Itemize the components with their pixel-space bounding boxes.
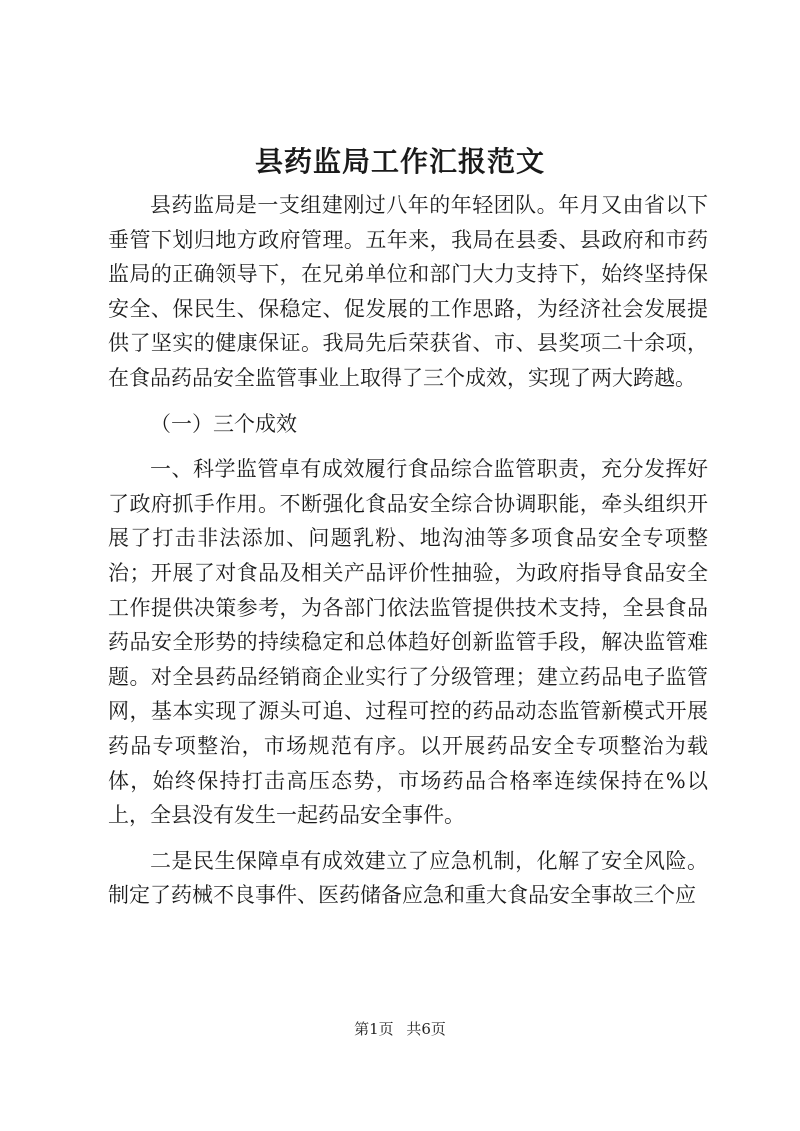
document-body: [108, 188, 708, 913]
page-number: 第1页: [354, 1020, 394, 1038]
section-heading: （一）三个成效: [150, 411, 297, 436]
paragraph-livelihood-security: 二是民生保障卓有成效建立了应急机制，化解了安全风险。制定了药械不良事件、医药储备应急和重大食品安全事故三个应: [108, 848, 708, 908]
page-total: 共6页: [406, 1020, 446, 1038]
paragraph-scientific-supervision: 一、科学监管卓有成效履行食品综合监管职责，充分发挥好了政府抓手作用。不断强化食品安全综合协调职能，牵头组织开展了打击非法添加、问题乳粉、地沟油等多项食品安全专项整治；开展了对食品及相关产品评价性抽验，为政府指导食品安全工作提供决策参考，为各部门依法监管提供技术支持，全县食品药品安全形势的持续稳定和总体趋好创新监管手段，解决监管难题。对全县药品经销商企业实行了分级管理；建立药品电子监管网，基本实现了源头可追、过程可控的药品动态监管新模式开展药品专项整治，市场规范有序。以开展药品安全专项整治为载体，始终保持打击高压态势，市场药品合格率连续保持在%以上，全县没有发生一起药品安全事件。: [108, 457, 708, 828]
paragraph-intro: 县药监局是一支组建刚过八年的年轻团队。年月又由省以下垂管下划归地方政府管理。五年来，我局在县委、县政府和市药监局的正确领导下，在兄弟单位和部门大力支持下，始终坚持保安全、保民生、保稳定、促发展的工作思路，为经济社会发展提供了坚实的健康保证。我局先后荣获省、市、县奖项二十余项，在食品药品安全监管事业上取得了三个成效，实现了两大跨越。: [108, 193, 708, 390]
page-footer: [0, 1018, 800, 1039]
document-title: 县药监局工作汇报范文: [254, 145, 545, 178]
